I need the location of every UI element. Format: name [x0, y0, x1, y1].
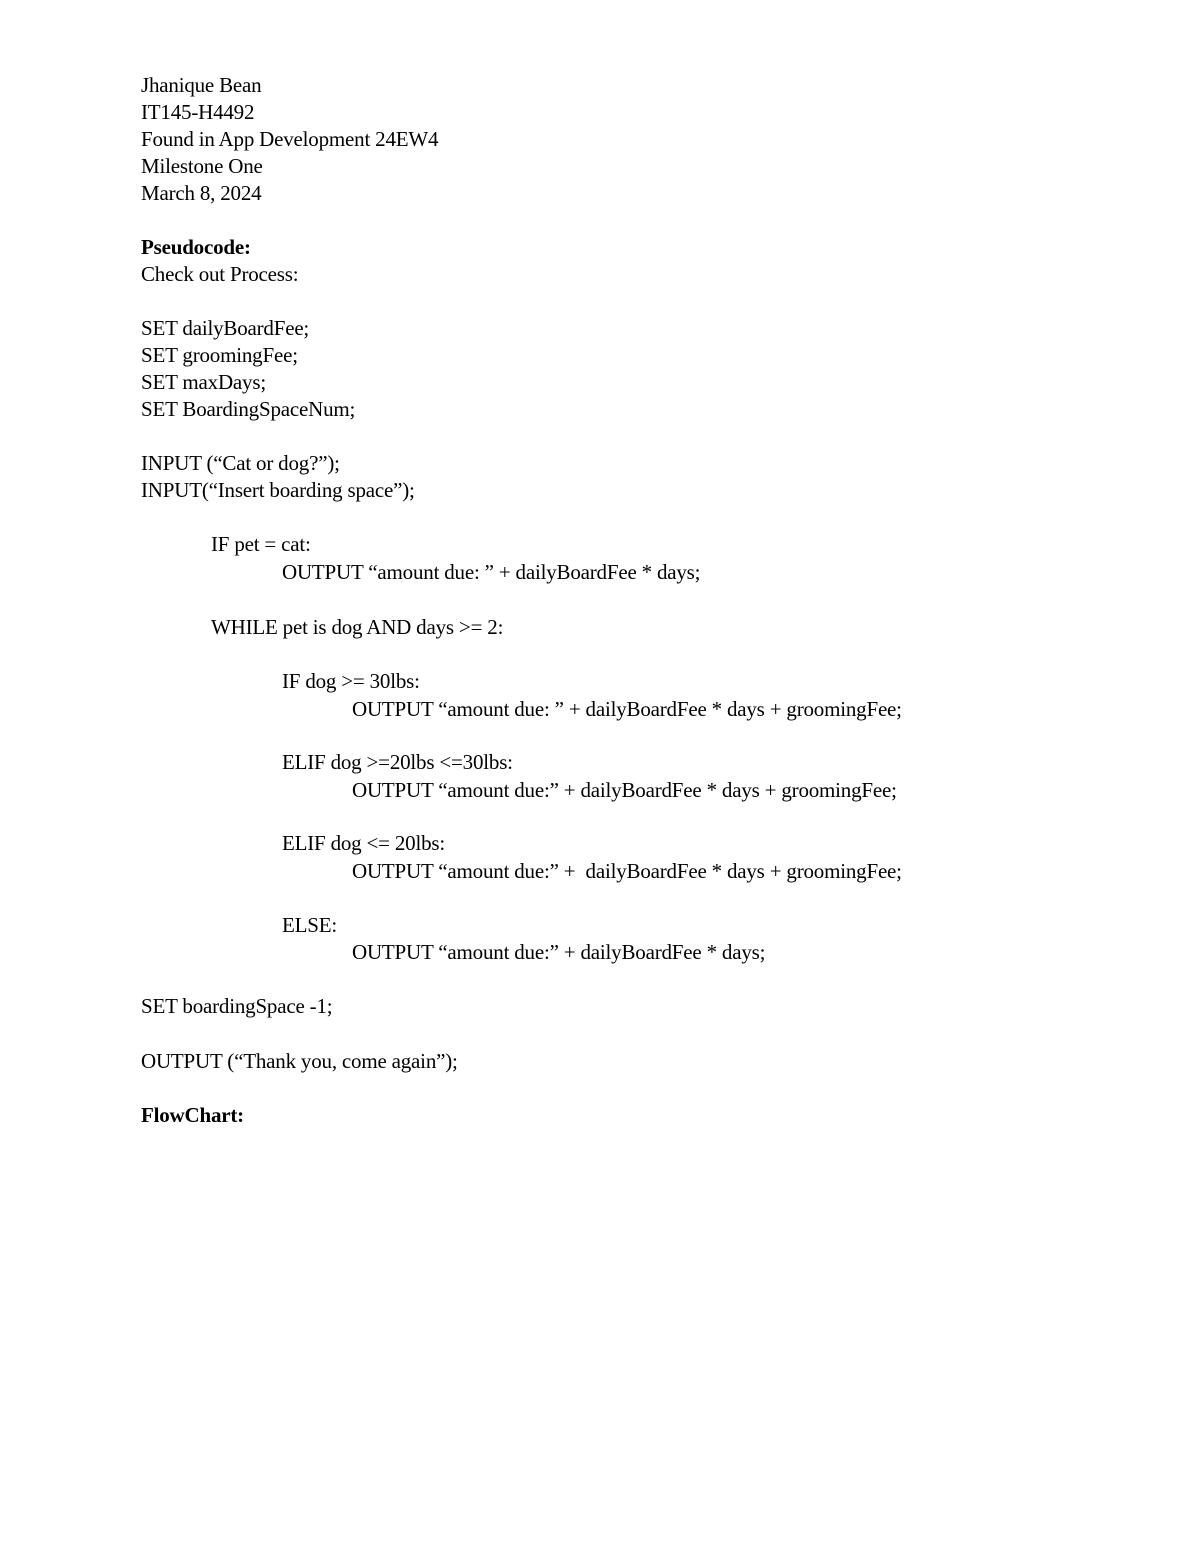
code-line-else: ELSE: [282, 913, 337, 937]
course-code: IT145-H4492 [141, 100, 255, 124]
code-line-set-daily-board-fee: SET dailyBoardFee; [141, 316, 310, 340]
pseudocode-subtitle: Check out Process: [141, 262, 299, 286]
code-line-set-max-days: SET maxDays; [141, 370, 266, 394]
code-line-if-dog-30-output: OUTPUT “amount due: ” + dailyBoardFee * days + groomingFee; [352, 697, 902, 721]
course-name: Found in App Development 24EW4 [141, 127, 439, 151]
code-line-if-cat-output: OUTPUT “amount due: ” + dailyBoardFee * days; [282, 560, 701, 584]
code-line-set-boarding-space-num: SET BoardingSpaceNum; [141, 397, 356, 421]
code-line-if-dog-30: IF dog >= 30lbs: [282, 669, 420, 693]
code-line-input-boarding-space: INPUT(“Insert boarding space”); [141, 478, 415, 502]
code-line-else-output: OUTPUT “amount due:” + dailyBoardFee * days; [352, 940, 766, 964]
code-line-while-dog: WHILE pet is dog AND days >= 2: [211, 615, 504, 639]
code-line-input-pet: INPUT (“Cat or dog?”); [141, 451, 340, 475]
code-line-elif-dog-20: ELIF dog <= 20lbs: [282, 831, 446, 855]
code-line-elif-dog-20-30-output: OUTPUT “amount due:” + dailyBoardFee * days + groomingFee; [352, 778, 897, 802]
flowchart-heading: FlowChart: [141, 1103, 244, 1127]
assignment-name: Milestone One [141, 154, 263, 178]
code-line-thank-you: OUTPUT (“Thank you, come again”); [141, 1049, 458, 1073]
document-date: March 8, 2024 [141, 181, 262, 205]
code-line-elif-dog-20-30: ELIF dog >=20lbs <=30lbs: [282, 750, 513, 774]
code-line-elif-dog-20-output: OUTPUT “amount due:” + dailyBoardFee * days + groomingFee; [352, 859, 902, 883]
code-line-set-grooming-fee: SET groomingFee; [141, 343, 298, 367]
pseudocode-heading: Pseudocode: [141, 235, 251, 259]
code-line-if-cat: IF pet = cat: [211, 532, 311, 556]
code-line-set-boarding-space: SET boardingSpace -1; [141, 994, 333, 1018]
author-name: Jhanique Bean [141, 73, 262, 97]
